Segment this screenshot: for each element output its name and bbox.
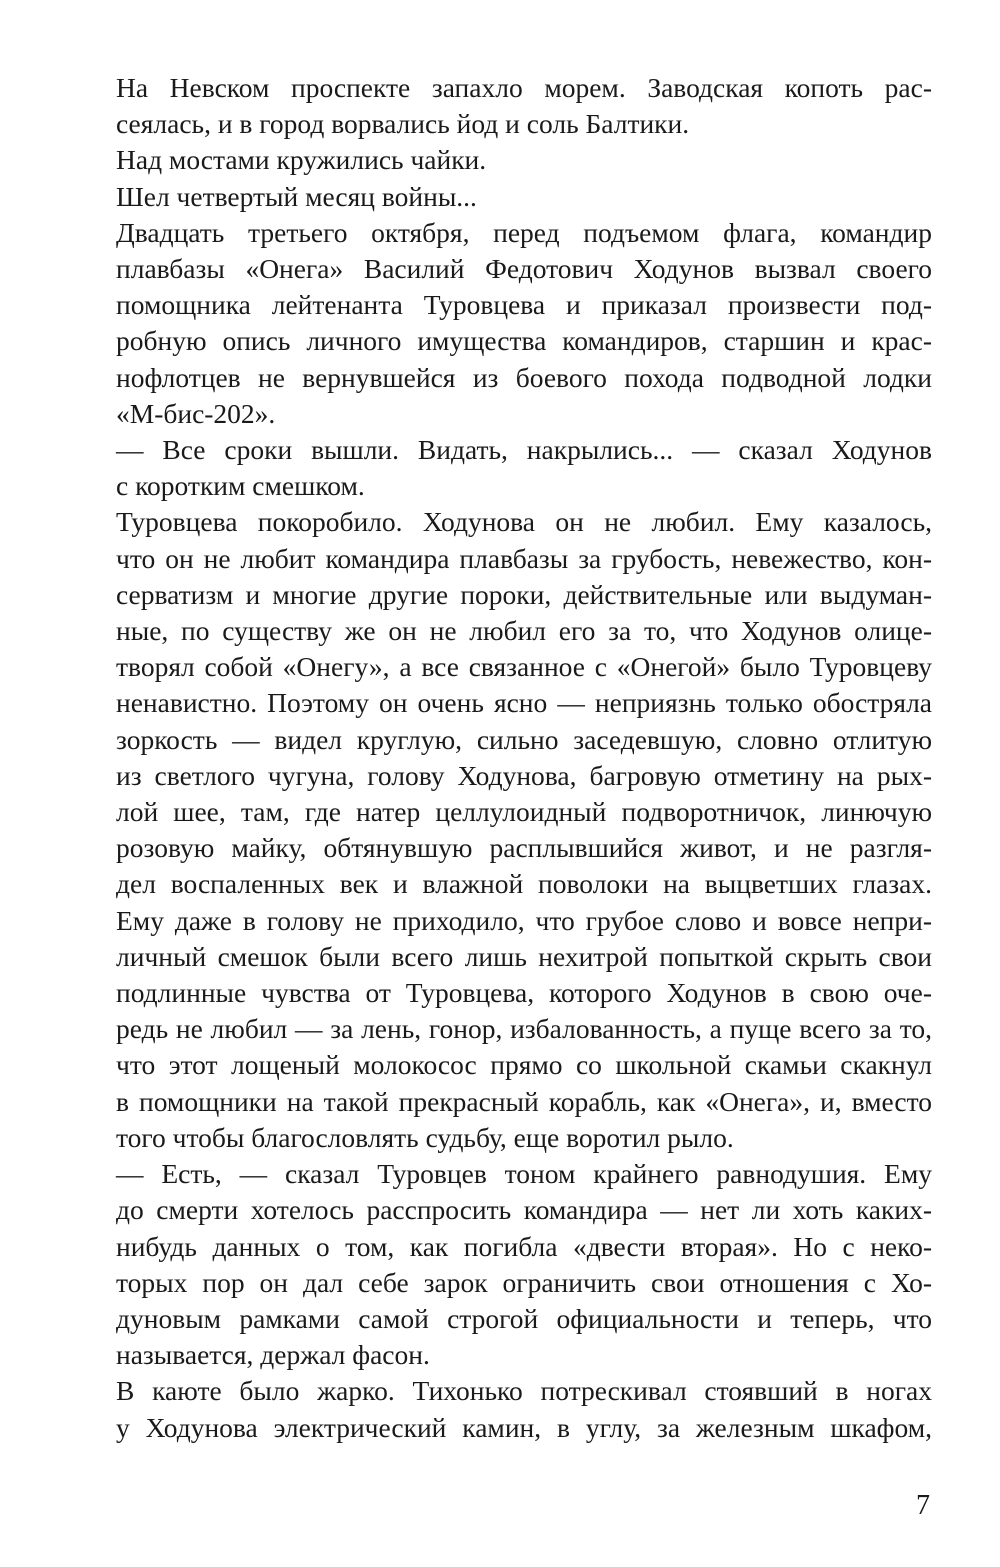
paragraph-8 (66, 1373, 932, 1445)
text-line: дуновым рамками самой строгой официальности и теперь, что (116, 1302, 932, 1334)
paragraph-1 (66, 70, 932, 142)
text-line: плавбазы «Онега» Василий Федотович Ходунов вызвал своего (116, 253, 932, 285)
text-line: личный смешок были всего лишь нехитрой попыткой скрыть свои (116, 940, 932, 972)
text-line: ненавистно. Поэтому он очень ясно — неприязнь только обостряла (116, 687, 932, 719)
text-line: в помощники на такой прекрасный корабль, как «Онега», и, вместо (116, 1085, 932, 1117)
page-number: 7 (916, 1490, 930, 1521)
text-line: торых пор он дал себе зарок ограничить свои отношения с Хо- (116, 1266, 932, 1298)
text-line: помощника лейтенанта Туровцева и приказал произвести под- (116, 289, 932, 321)
text-line: сеялась, и в город ворвались йод и соль Балтики. (116, 108, 690, 140)
text-line: с коротким смешком. (116, 470, 365, 502)
text-line: робную опись личного имущества командиров, старшин и крас- (116, 325, 932, 357)
page-body (66, 70, 932, 1446)
text-line: Над мостами кружились чайки. (116, 144, 487, 176)
text-line: зоркость — видел круглую, сильно заседевшую, словно отлитую (116, 723, 932, 755)
paragraph-3 (66, 179, 932, 215)
text-line: дел воспаленных век и влажной поволоки на выцветших глазах. (116, 868, 932, 900)
text-line: подлинные чувства от Туровцева, которого Ходунов в свою оче- (116, 977, 932, 1009)
text-line: На Невском проспекте запахло морем. Заводская копоть рас- (116, 72, 932, 103)
paragraph-5 (66, 432, 932, 504)
text-line: В каюте было жарко. Тихонько потрескивал стоявший в ногах (116, 1375, 932, 1407)
text-line: розовую майку, обтянувшую расплывшийся живот, и не разгля- (116, 832, 932, 864)
text-line: до смерти хотелось расспросить командира — нет ли хоть каких- (116, 1194, 932, 1226)
text-line: называется, держал фасон. (116, 1339, 430, 1371)
paragraph-6 (66, 504, 932, 1156)
text-line: ные, по существу же он не любил его за то, что Ходунов олице- (116, 615, 932, 647)
paragraph-4 (66, 215, 932, 432)
text-line: творял собой «Онегу», а все связанное с «Онегой» было Туровцеву (116, 651, 932, 683)
text-line: того чтобы благословлять судьбу, еще воротил рыло. (116, 1121, 734, 1153)
text-line: что он не любит командира плавбазы за грубость, невежество, кон- (116, 542, 932, 574)
text-line: — Все сроки вышли. Видать, накрылись... — сказал Ходунов (116, 434, 932, 466)
text-line: нибудь данных о том, как погибла «двести вторая». Но с неко- (116, 1230, 932, 1262)
text-line: нофлотцев не вернувшейся из боевого похода подводной лодки (116, 361, 932, 393)
text-line: — Есть, — сказал Туровцев тоном крайнего равнодушия. Ему (116, 1158, 932, 1190)
text-line: Двадцать третьего октября, перед подъемом флага, командир (116, 216, 932, 248)
text-line: Туровцева покоробило. Ходунова он не любил. Ему казалось, (116, 506, 932, 538)
text-line: редь не любил — за лень, гонор, избалованность, а пуще всего за то, (116, 1013, 932, 1045)
text-line: Шел четвертый месяц войны... (116, 180, 477, 212)
text-line: у Ходунова электрический камин, в углу, за железным шкафом, (116, 1411, 932, 1443)
text-line: Ему даже в голову не приходило, что грубое слово и вовсе непри- (116, 904, 932, 936)
paragraph-2 (66, 142, 932, 178)
text-line: лой шее, там, где натер целлулоидный подворотничок, линючую (116, 796, 932, 828)
text-line: из светлого чугуна, голову Ходунова, багровую отметину на рых- (116, 759, 932, 791)
text-line: серватизм и многие другие пороки, действительные или выдуман- (116, 578, 932, 610)
text-line: «М-бис-202». (116, 397, 276, 429)
paragraph-7 (66, 1156, 932, 1373)
text-line: что этот лощеный молокосос прямо со школьной скамьи скакнул (116, 1049, 932, 1081)
